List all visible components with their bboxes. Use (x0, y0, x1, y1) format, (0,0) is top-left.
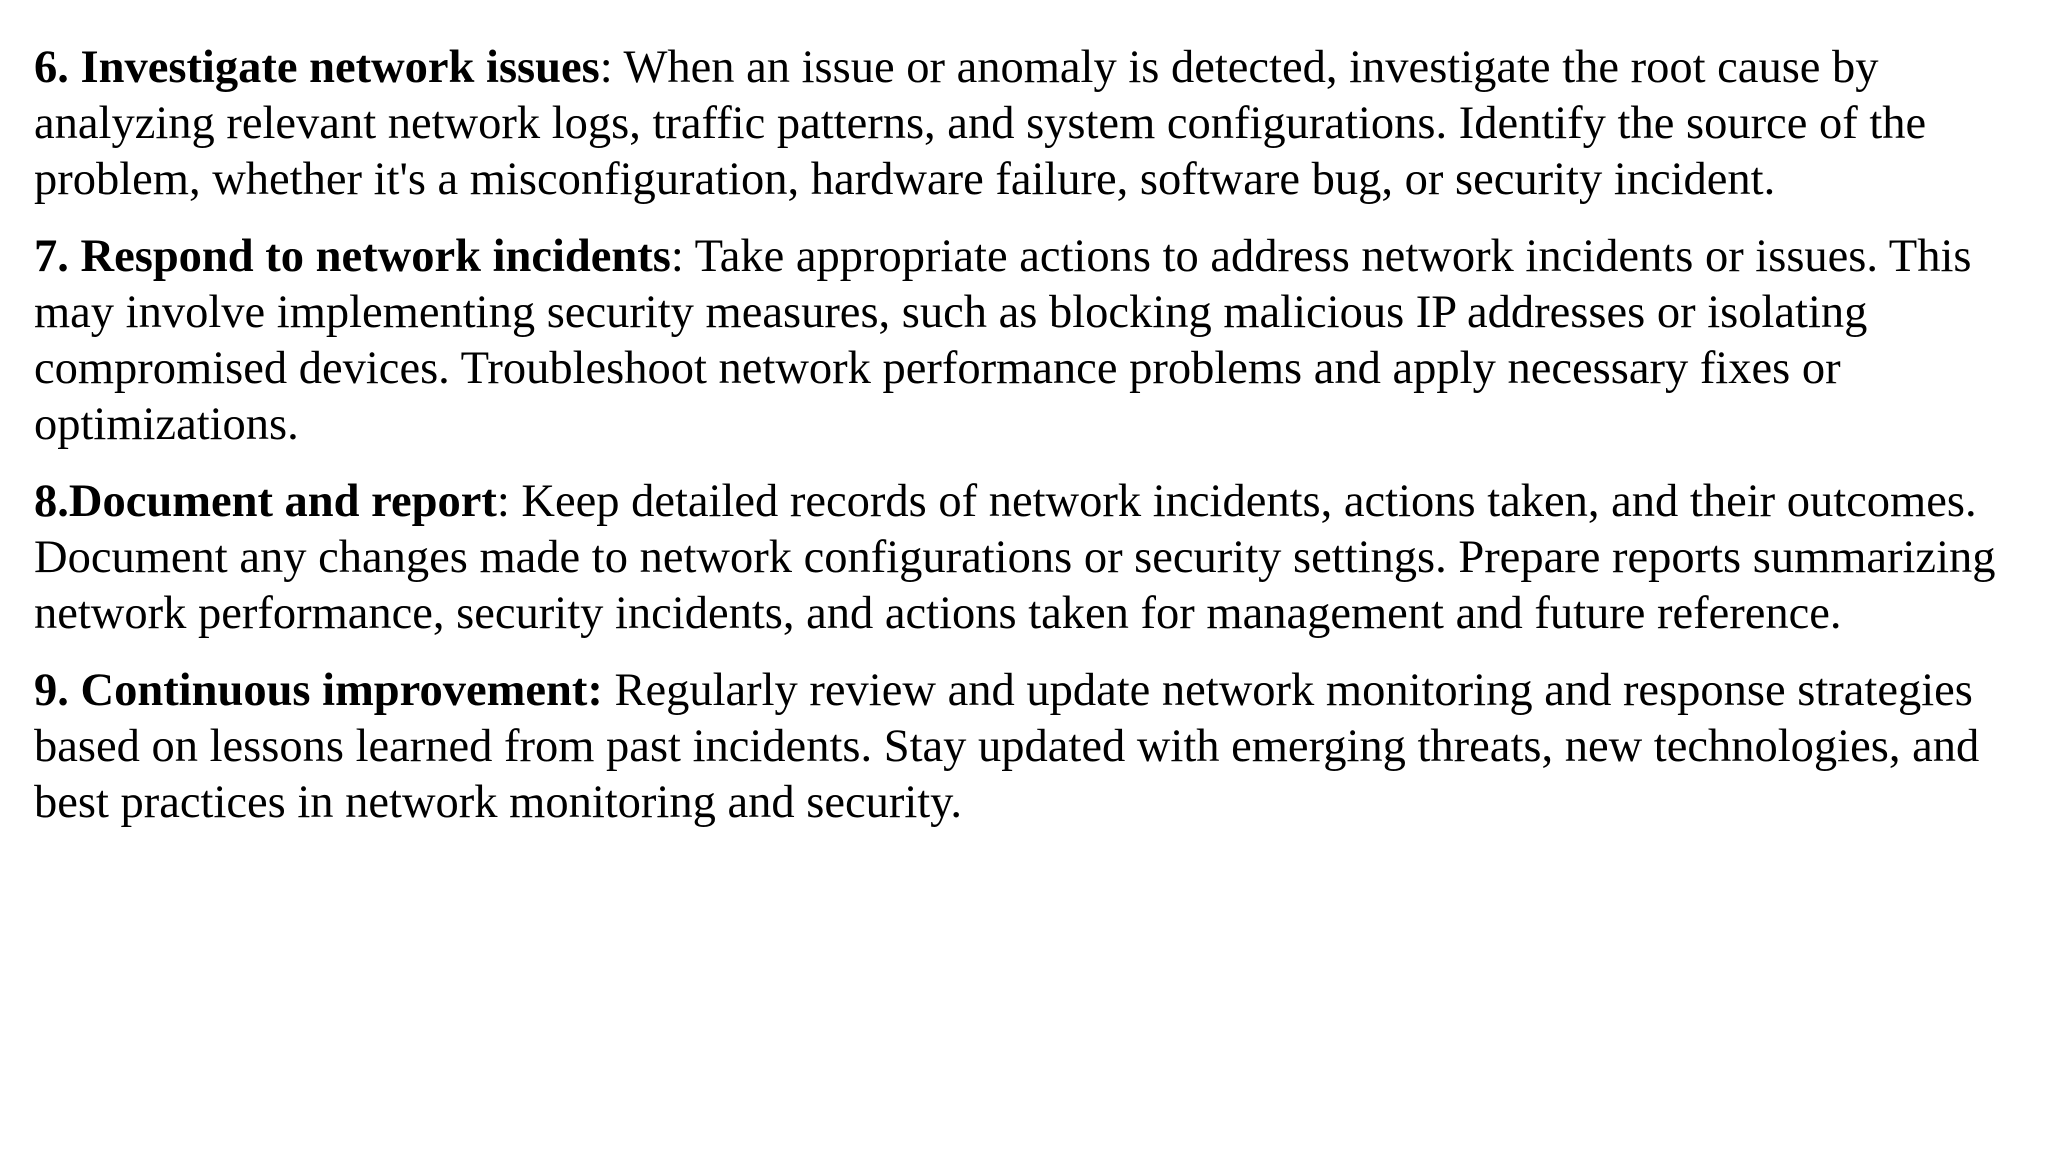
item-body: When an issue or anomaly is detected, investigate the root cause by analyzing relevant network logs, traffic patterns, and system configurations. Identify the source of the problem, whether it's a misconfiguration, hardware failure, software bug, or security incident. (34, 42, 1927, 205)
list-item-investigate (34, 40, 2024, 208)
document-page (34, 40, 2024, 852)
list-item-continuous-improvement (34, 663, 2024, 831)
item-separator: : (496, 476, 510, 527)
item-separator: : (599, 42, 613, 93)
item-heading: 7. Respond to network incidents (34, 231, 671, 282)
item-body: Take appropriate actions to address network incidents or issues. This may involve implementing security measures, such as blocking malicious IP addresses or isolating compromised devices. Troubleshoot network performance problems and apply necessary fixes or optimizations. (34, 231, 1972, 450)
item-heading: 6. Investigate network issues (34, 42, 600, 93)
item-separator: : (670, 231, 684, 282)
item-heading: 8.Document and report (34, 476, 497, 527)
list-item-respond (34, 229, 2024, 453)
list-item-document-report (34, 474, 2024, 642)
item-heading: 9. Continuous improvement: (34, 665, 603, 716)
item-body: Keep detailed records of network incidents, actions taken, and their outcomes. Document any changes made to network configurations or security settings. Prepare reports summarizing network performance, security incidents, and actions taken for management and future reference. (34, 476, 1996, 639)
item-body: Regularly review and update network monitoring and response strategies based on lessons learned from past incidents. Stay updated with emerging threats, new technologies, and best practices in network monitoring and security. (34, 665, 1980, 828)
